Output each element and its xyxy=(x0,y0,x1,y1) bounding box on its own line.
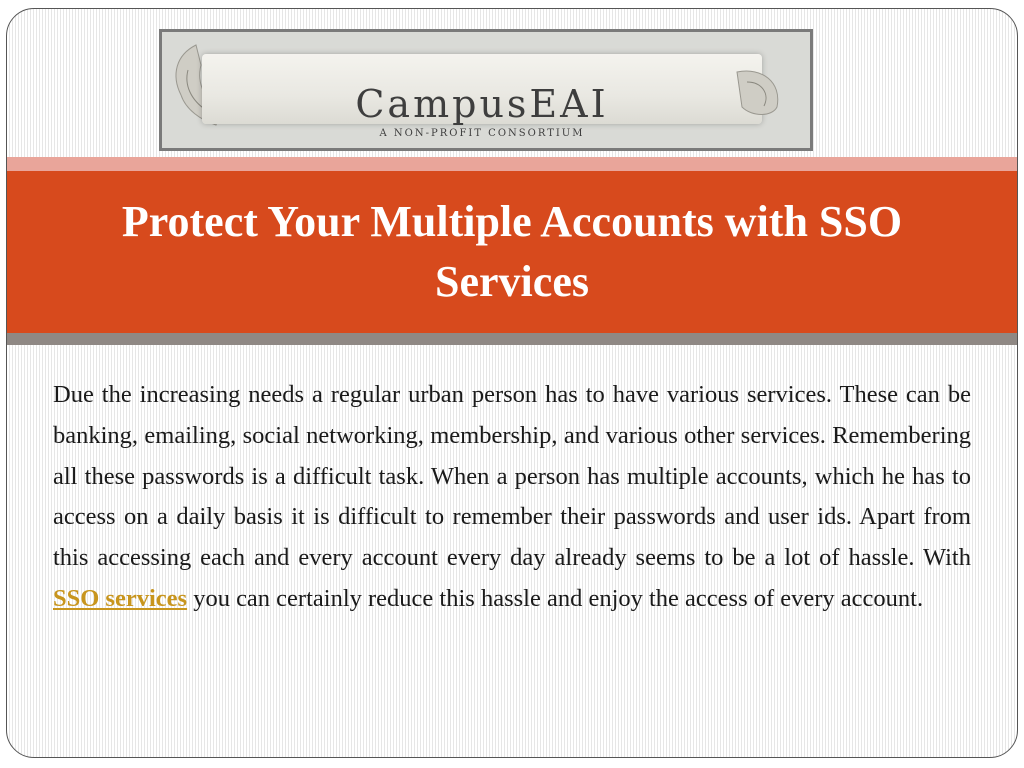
title-top-stripe xyxy=(7,157,1017,171)
logo-parchment xyxy=(202,54,762,139)
sso-services-link[interactable]: SSO services xyxy=(53,584,188,612)
slide xyxy=(6,8,1018,758)
logo-name: CampusEAI xyxy=(355,82,609,126)
body-text-before-link: Due the increasing needs a regular urban person has to have various services. These can be banking, emailing, social networking, membership, and various other services. Remembering all these passwords is a difficult task. When a person has multiple accounts, which he has to access on a daily basis it is difficult to remember their passwords and user ids. Apart from this accessing each and every account every day already seems to be a lot of hassle. With xyxy=(53,381,971,572)
parchment-curl-right xyxy=(732,62,792,122)
body-paragraph xyxy=(53,375,971,620)
body-text-after-link: you can certainly reduce this hassle and enjoy the access of every account. xyxy=(187,584,924,612)
title-bottom-stripe xyxy=(7,333,1017,345)
campuseai-logo xyxy=(159,29,813,151)
logo-tagline: A NON-PROFIT CONSORTIUM xyxy=(379,128,585,139)
slide-title: Protect Your Multiple Accounts with SSO Services xyxy=(121,197,903,306)
title-band xyxy=(7,171,1017,333)
